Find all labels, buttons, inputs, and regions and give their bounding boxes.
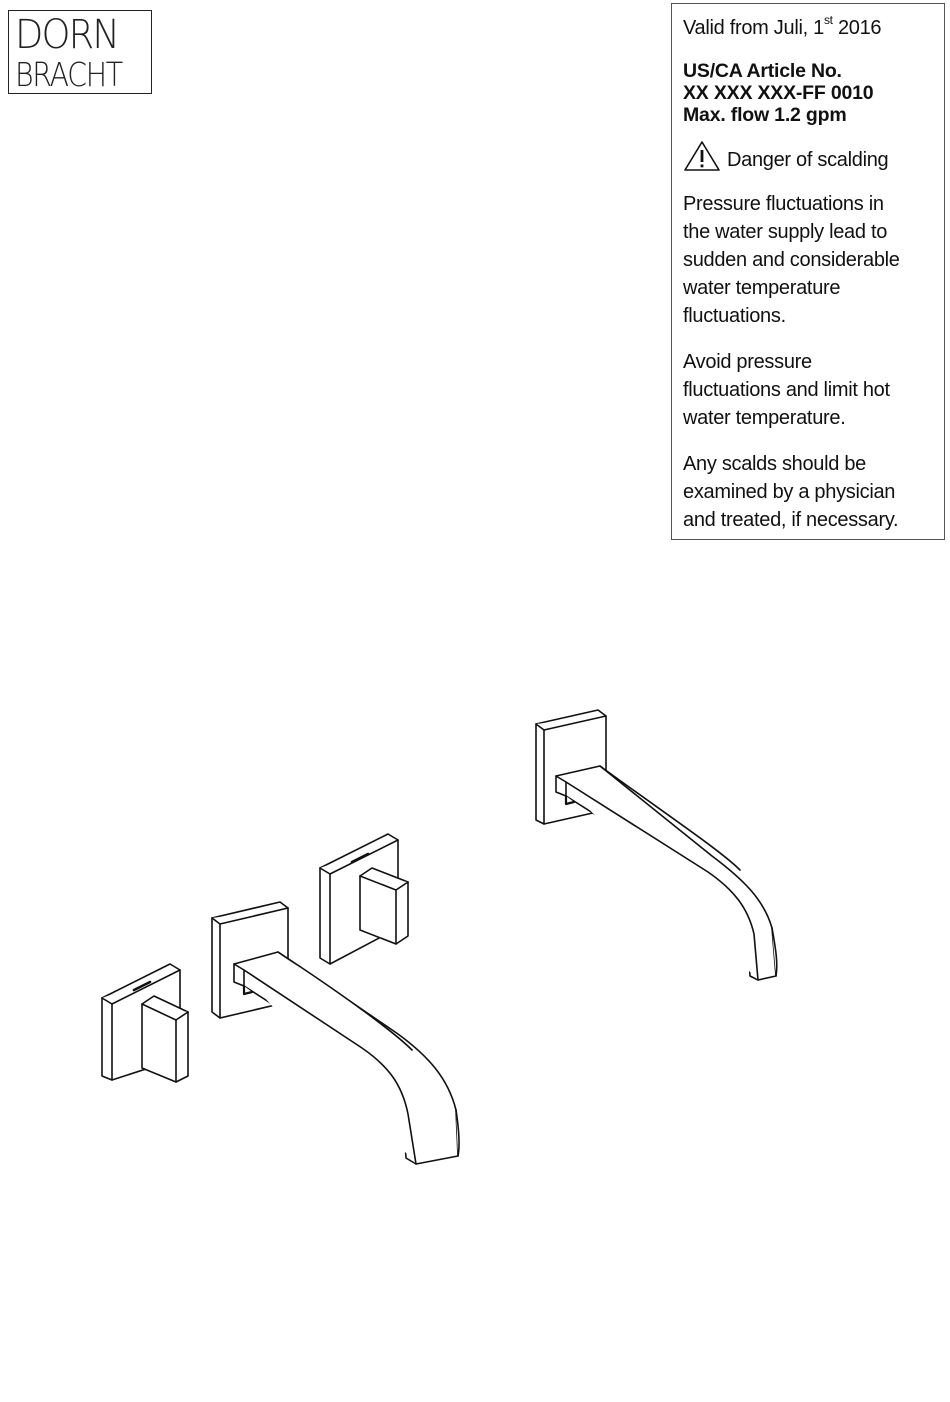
danger-label: Danger of scalding — [727, 149, 889, 171]
article-line: US/CA Article No. — [683, 60, 842, 82]
article-info — [683, 60, 944, 126]
paragraph-line: fluctuations. — [683, 305, 786, 327]
paragraph-line: the water supply lead to — [683, 221, 888, 243]
logo-line-2: BRACHT — [15, 55, 122, 94]
safety-notice-box — [671, 3, 945, 540]
handle-right-drawing — [320, 834, 408, 964]
paragraph-line: and treated, if necessary. — [683, 509, 899, 531]
handle-left-drawing — [102, 964, 188, 1082]
logo-line-1: DORN — [15, 12, 119, 58]
warning-triangle-icon — [683, 140, 721, 172]
valid-ordinal: st — [823, 13, 833, 28]
advice-paragraph — [683, 348, 944, 432]
article-line: Max. flow 1.2 gpm — [683, 104, 847, 126]
paragraph-line: water temperature — [683, 277, 841, 299]
danger-heading — [683, 142, 944, 172]
article-line: XX XXX XXX-FF 0010 — [683, 82, 874, 104]
medical-paragraph — [683, 450, 944, 534]
valid-prefix: Valid from Juli, 1 — [683, 17, 824, 39]
dornbracht-logo — [8, 10, 152, 94]
paragraph-line: fluctuations and limit hot — [683, 379, 890, 401]
paragraph-line: Any scalds should be — [683, 453, 867, 475]
paragraph-line: Pressure fluctuations in — [683, 193, 884, 215]
validity-date — [683, 14, 944, 42]
spout-right-drawing — [536, 710, 777, 980]
valid-suffix: 2016 — [832, 17, 882, 39]
paragraph-line: water temperature. — [683, 407, 846, 429]
paragraph-line: sudden and considerable — [683, 249, 900, 271]
warning-paragraph — [683, 190, 944, 330]
paragraph-line: examined by a physician — [683, 481, 896, 503]
faucet-product-drawing — [0, 680, 950, 1200]
paragraph-line: Avoid pressure — [683, 351, 812, 373]
